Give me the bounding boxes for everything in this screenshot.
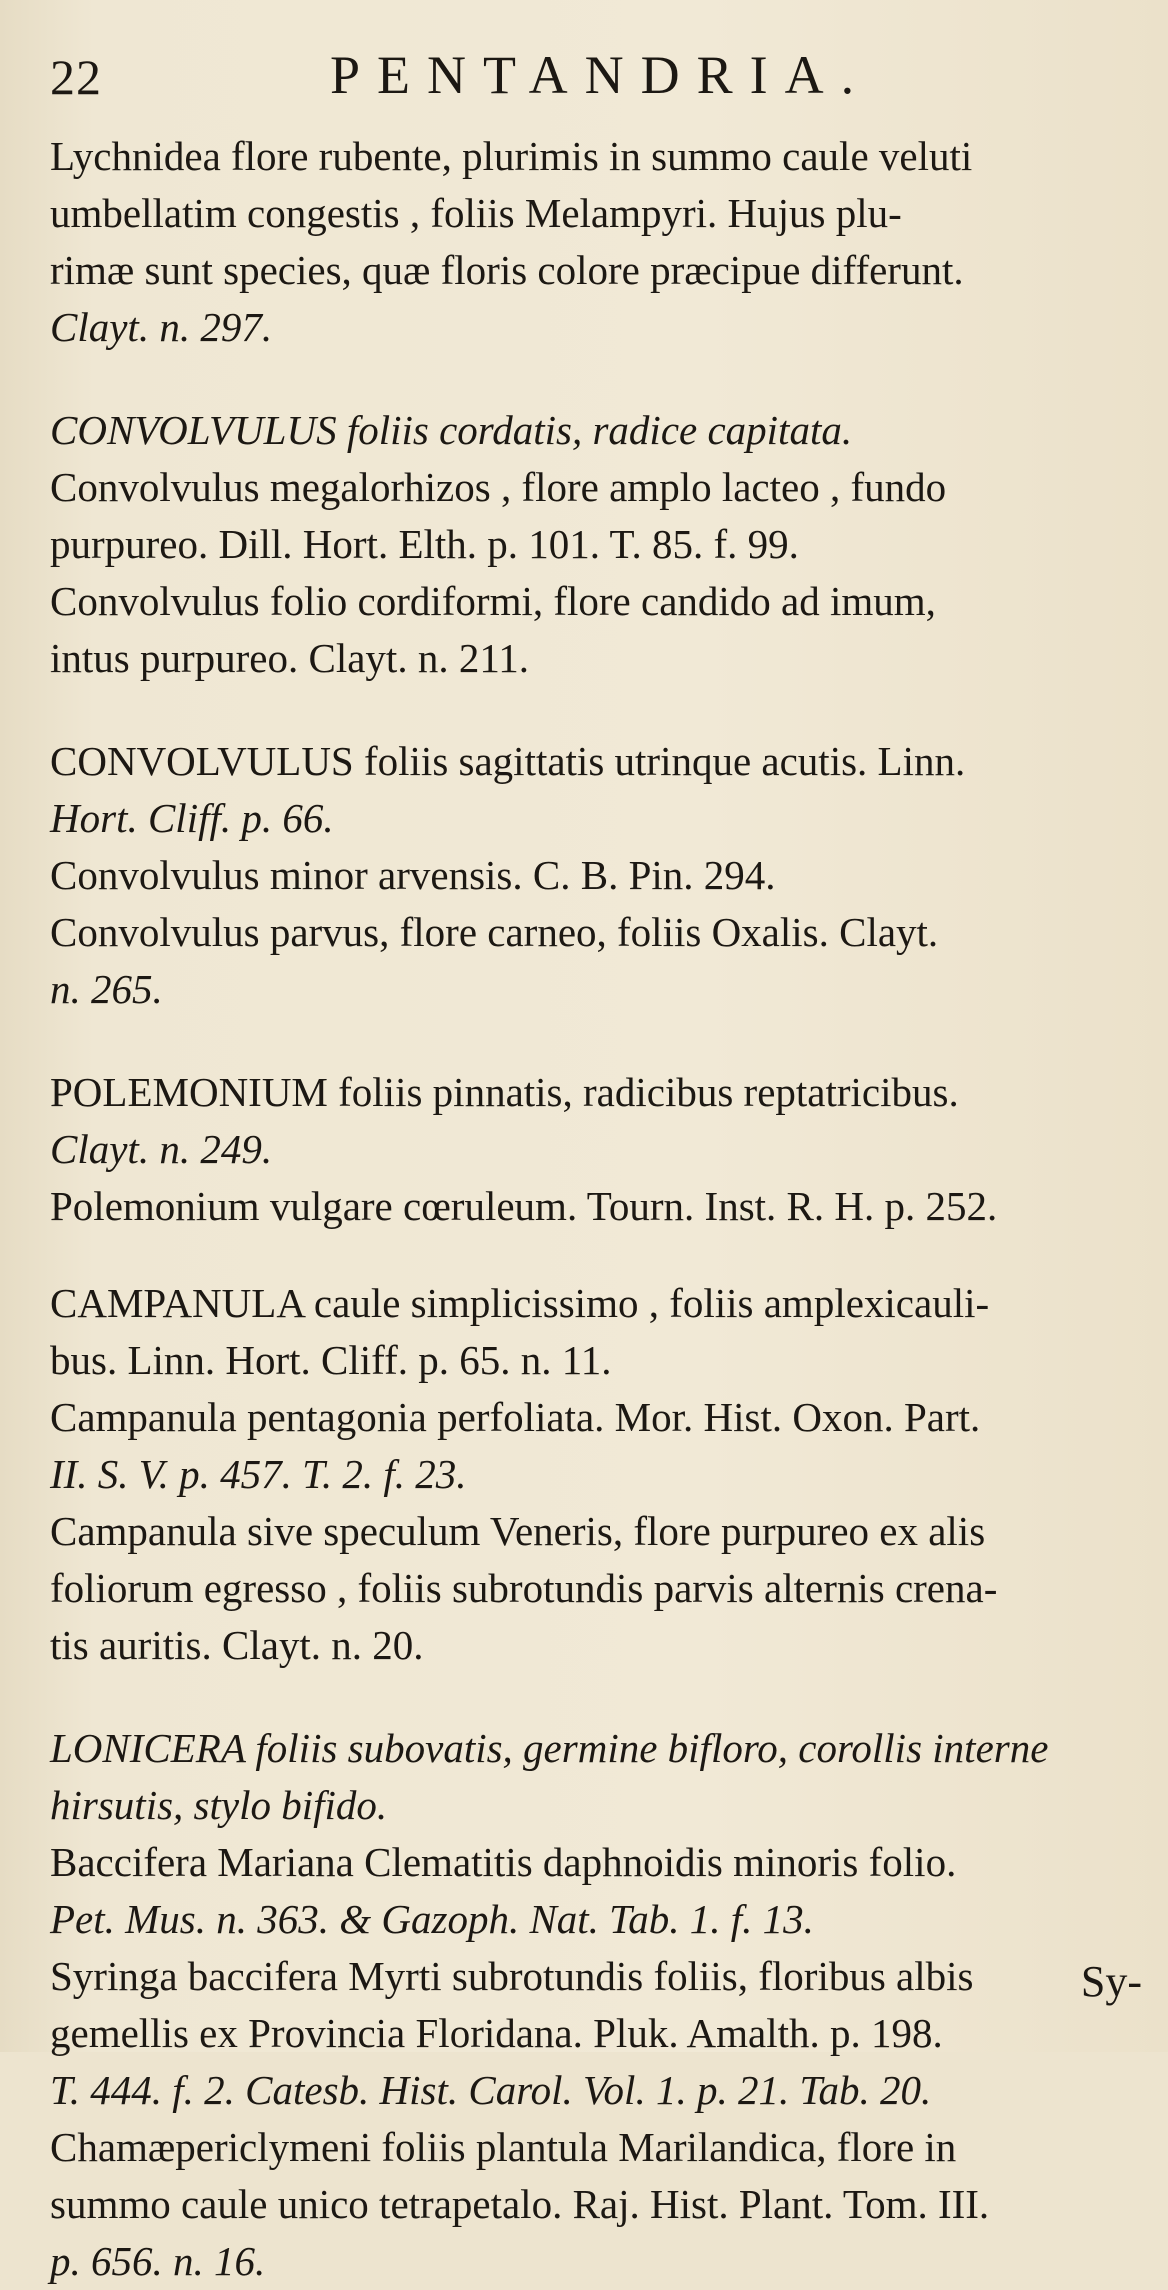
text-line: Clayt. n. 297.	[50, 304, 273, 350]
running-head: PENTANDRIA.	[330, 45, 872, 105]
text-line: intus purpureo. Clayt. n. 211.	[50, 635, 530, 681]
text-line: CAMPANULA caule simplicissimo , foliis amplexicauli-	[50, 1280, 990, 1326]
text-line: T. 444. f. 2. Catesb. Hist. Carol. Vol. 1. p. 21. Tab. 20.	[50, 2067, 932, 2113]
text-line: Clayt. n. 249.	[50, 1126, 273, 1172]
text-line: bus. Linn. Hort. Cliff. p. 65. n. 11.	[50, 1337, 612, 1383]
text-line: p. 656. n. 16.	[50, 2238, 266, 2284]
entry-campanula	[50, 1275, 1140, 1674]
text-line: foliorum egresso , foliis subrotundis parvis alternis crena-	[50, 1565, 998, 1611]
text-line: Campanula pentagonia perfoliata. Mor. Hist. Oxon. Part.	[50, 1394, 981, 1440]
text-line: Baccifera Mariana Clematitis daphnoidis minoris folio.	[50, 1839, 957, 1885]
text-line: Campanula sive speculum Veneris, flore purpureo ex alis	[50, 1508, 986, 1554]
text-line: CONVOLVULUS foliis cordatis, radice capitata.	[50, 407, 853, 453]
text-line: Lychnidea flore rubente, plurimis in summo caule veluti	[50, 133, 973, 179]
text-line: Chamæpericlymeni foliis plantula Marilandica, flore in	[50, 2124, 957, 2170]
entry-polemonium	[50, 1064, 1140, 1235]
text-line: rimæ sunt species, quæ floris colore præcipue differunt.	[50, 247, 964, 293]
text-line: gemellis ex Provincia Floridana. Pluk. Amalth. p. 198.	[50, 2010, 943, 2056]
entry-convolvulus-cordatis	[50, 402, 1140, 687]
text-line: summo caule unico tetrapetalo. Raj. Hist. Plant. Tom. III.	[50, 2181, 990, 2227]
entry-convolvulus-sagittatis	[50, 733, 1140, 1018]
text-line: Polemonium vulgare cœruleum. Tourn. Inst. R. H. p. 252.	[50, 1183, 998, 1229]
text-line: tis auritis. Clayt. n. 20.	[50, 1622, 424, 1668]
page-number: 22	[50, 49, 102, 105]
text-line: Syringa baccifera Myrti subrotundis foliis, floribus albis	[50, 1953, 974, 1999]
text-line: Convolvulus megalorhizos , flore amplo lacteo , fundo	[50, 464, 947, 510]
text-line: umbellatim congestis , foliis Melampyri. Hujus plu-	[50, 190, 902, 236]
text-line: n. 265.	[50, 966, 163, 1012]
text-line: II. S. V. p. 457. T. 2. f. 23.	[50, 1451, 467, 1497]
entry-lychnidea	[50, 128, 1140, 356]
page-header	[40, 44, 1140, 114]
page-body	[50, 128, 1140, 2290]
entry-lonicera	[50, 1720, 1140, 2290]
text-line: CONVOLVULUS foliis sagittatis utrinque acutis. Linn.	[50, 738, 966, 784]
text-line: purpureo. Dill. Hort. Elth. p. 101. T. 85. f. 99.	[50, 521, 799, 567]
text-line: Hort. Cliff. p. 66.	[50, 795, 334, 841]
text-line: Convolvulus minor arvensis. C. B. Pin. 294.	[50, 852, 776, 898]
text-line: Convolvulus parvus, flore carneo, foliis Oxalis. Clayt.	[50, 909, 939, 955]
text-line: Pet. Mus. n. 363. & Gazoph. Nat. Tab. 1. f. 13.	[50, 1896, 814, 1942]
text-line: Convolvulus folio cordiformi, flore candido ad imum,	[50, 578, 936, 624]
text-line: hirsutis, stylo bifido.	[50, 1782, 388, 1828]
text-line: LONICERA foliis subovatis, germine bifloro, corollis interne	[50, 1725, 1049, 1771]
text-line: POLEMONIUM foliis pinnatis, radicibus reptatricibus.	[50, 1069, 959, 1115]
catchword: Sy-	[1080, 1957, 1142, 2006]
